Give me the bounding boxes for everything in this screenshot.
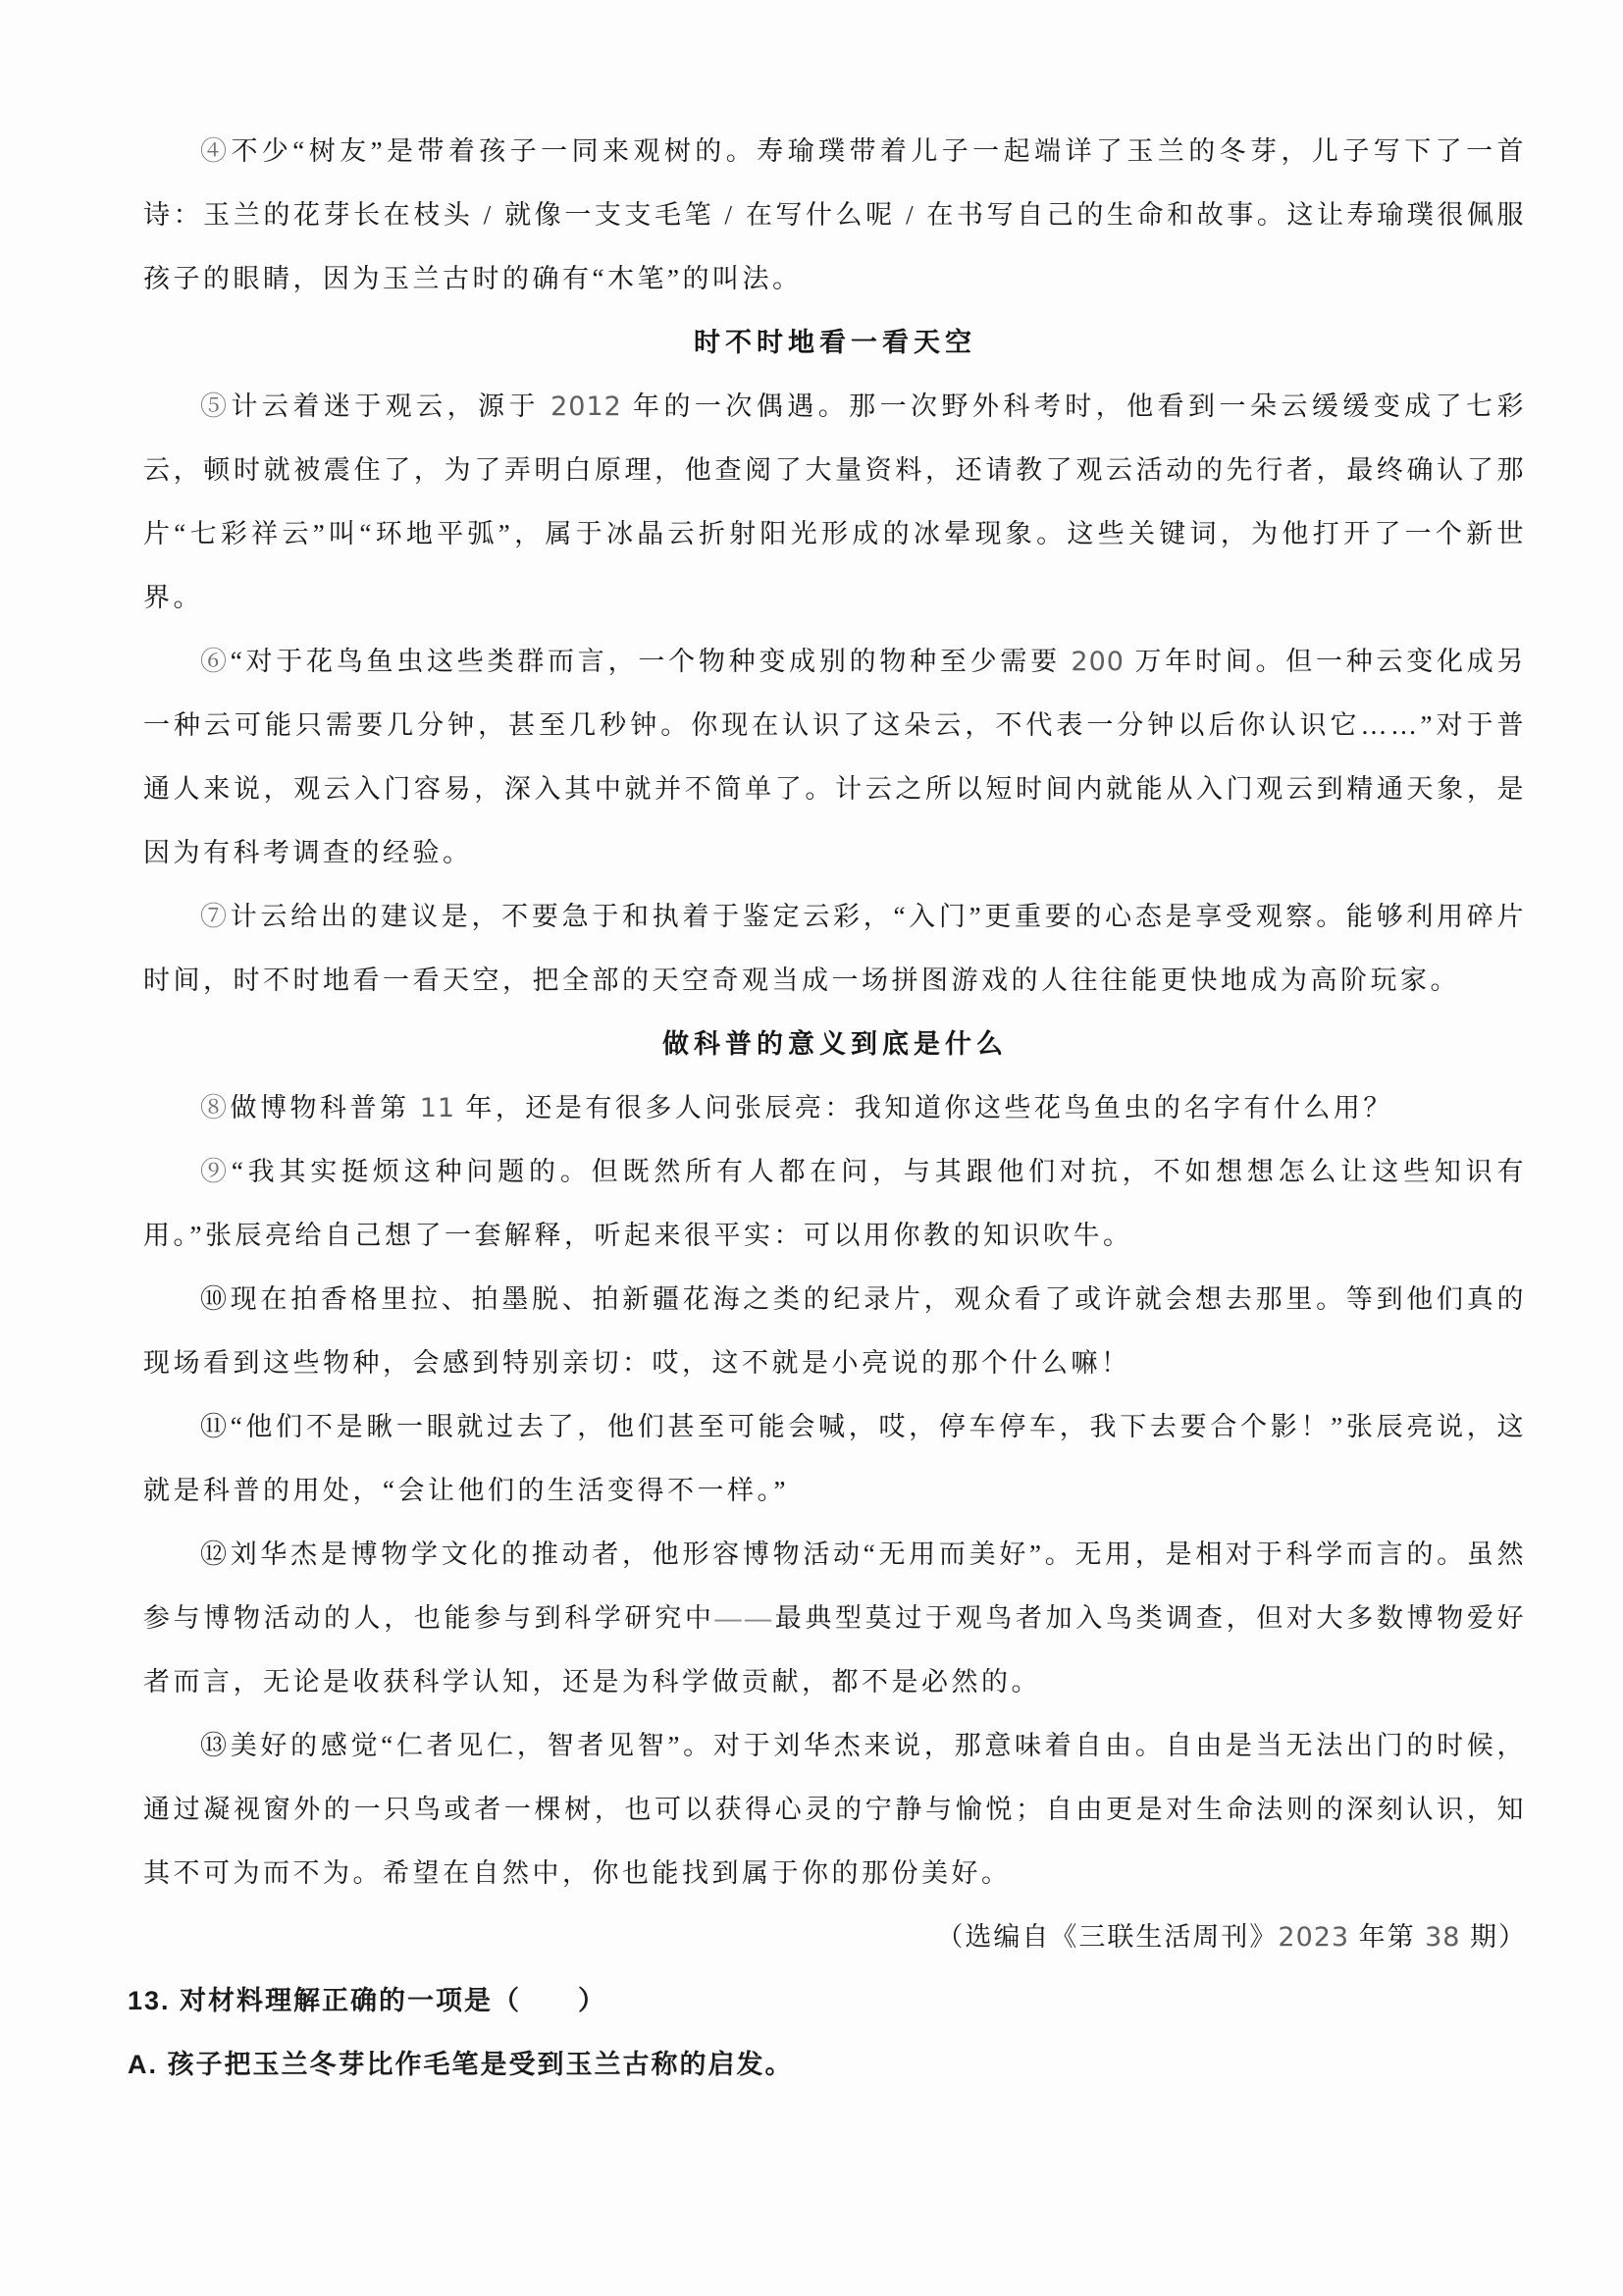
paragraph-5: [143, 375, 1527, 630]
paragraph-11-text: “他们不是瞅一眼就过去了，他们甚至可能会喊，哎，停车停车，我下去要合个影！”张辰亮说，这就是科普的用处，“会让他们的生活变得不一样。”: [143, 1412, 1527, 1505]
question-13: 13. 对材料理解正确的一项是（ ）: [128, 1986, 607, 2015]
paragraph-8-marker: ⑧: [200, 1093, 231, 1122]
paragraph-9-marker: ⑨: [200, 1157, 232, 1186]
year-2012: 2012: [550, 391, 622, 422]
paragraph-12-marker: ⑫: [200, 1539, 231, 1569]
paragraph-8: [143, 1076, 1527, 1140]
issue-38: 38: [1425, 1922, 1461, 1953]
section-heading-watch-the-sky: 时不时地看一看天空: [694, 328, 976, 357]
section-heading-meaning-of-science-popularization: 做科普的意义到底是什么: [662, 1029, 1008, 1059]
paragraph-7: [143, 885, 1527, 1013]
number-11: 11: [419, 1093, 456, 1123]
paragraph-13: [143, 1714, 1527, 1905]
paragraph-9-text: “我其实挺烦这种问题的。但既然所有人都在问，与其跟他们对抗，不如想想怎么让这些知识有用。”张辰亮给自己想了一套解释，听起来很平实：可以用你教的知识吹牛。: [143, 1157, 1528, 1250]
paragraph-13-text: 美好的感觉“仁者见仁，智者见智”。对于刘华杰来说，那意味着自由。自由是当无法出门的时候，通过凝视窗外的一只鸟或者一棵树，也可以获得心灵的宁静与愉悦；自由更是对生命法则的深刻认识，知其不可为而不为。希望在自然中，你也能找到属于你的那份美好。: [143, 1731, 1527, 1888]
source-attribution: [143, 1905, 1527, 1969]
paragraph-7-text: 计云给出的建议是，不要急于和执着于鉴定云彩，“入门”更重要的心态是享受观察。能够利用碎片时间，时不时地看一看天空，把全部的天空奇观当成一场拼图游戏的人往往能更快地成为高阶玩家。: [143, 902, 1527, 995]
paragraph-5-text-b: 年的一次偶遇。那一次野外科考时，他看到一朵云缓缓变成了七彩云，顿时就被震住了，为了弄明白原理，他查阅了大量资料，还请教了观云活动的先行者，最终确认了那片“七彩祥云”叫“环地平弧”，属于冰晶云折射阳光形成的冰晕现象。这些关键词，为他打开了一个新世界。: [143, 391, 1528, 612]
paragraph-8-text-a: 做博物科普第: [230, 1093, 420, 1122]
option-a: A. 孩子把玉兰冬芽比作毛笔是受到玉兰古称的启发。: [128, 2050, 794, 2079]
paragraph-10-marker: ⑩: [200, 1284, 231, 1314]
paragraph-10-text: 现在拍香格里拉、拍墨脱、拍新疆花海之类的纪录片，观众看了或许就会想去那里。等到他们真的现场看到这些物种，会感到特别亲切：哎，这不就是小亮说的那个什么嘛！: [143, 1284, 1527, 1378]
paragraph-11-marker: ⑪: [200, 1412, 231, 1441]
paragraph-4-text: 不少“树友”是带着孩子一同来观树的。寿瑜璞带着儿子一起端详了玉兰的冬芽，儿子写下了一首诗：玉兰的花芽长在枝头 / 就像一支支毛笔 / 在写什么呢 / 在书写自己的生命和故事。这让寿瑜璞很佩服孩子的眼睛，因为玉兰古时的确有“木笔”的叫法。: [143, 136, 1528, 293]
paragraph-6-text-a: “对于花鸟鱼虫这些类群而言，一个物种变成别的物种至少需要: [230, 647, 1072, 676]
paragraph-11: [143, 1395, 1527, 1523]
year-2023: 2023: [1278, 1922, 1350, 1953]
paragraph-13-marker: ⑬: [200, 1731, 231, 1760]
paragraph-4: [143, 120, 1527, 311]
paragraph-6-marker: ⑥: [200, 647, 231, 676]
paragraph-12-text-a: 刘华杰是博物学文化的推动者，他形容博物活动“无用而美好”。无用，是相对于科学而言的。虽然参与博物活动的人，也能参与到科学研究中: [143, 1539, 1527, 1633]
em-dash: ——: [714, 1603, 775, 1633]
paragraph-10: [143, 1268, 1527, 1395]
paragraph-4-marker: ④: [200, 136, 232, 166]
paragraph-7-marker: ⑦: [200, 902, 231, 931]
attribution-text-b: 年第: [1349, 1922, 1426, 1952]
number-200: 200: [1071, 647, 1125, 677]
paragraph-5-text-a: 计云着迷于观云，源于: [231, 391, 551, 421]
attribution-text-c: 期）: [1460, 1922, 1527, 1952]
paragraph-6-text-b: 万年时间。但一种云变化成另一种云可能只需要几分钟，甚至几秒钟。你现在认识了这朵云，不代表一分钟以后你认识它……”对于普通人来说，观云入门容易，深入其中就并不简单了。计云之所以短时间内就能从入门观云到精通天象，是因为有科考调查的经验。: [143, 647, 1528, 867]
paragraph-12: [143, 1523, 1527, 1714]
attribution-text-a: （选编自《三联生活周刊》: [936, 1922, 1279, 1952]
paragraph-8-text-b: 年，还是有很多人问张辰亮：我知道你这些花鸟鱼虫的名字有什么用？: [455, 1093, 1393, 1122]
paragraph-5-marker: ⑤: [200, 391, 232, 421]
paragraph-9: [143, 1140, 1527, 1268]
paragraph-12-text-b: 最典型莫过于观鸟者加入鸟类调查，但对大多数博物爱好者而言，无论是收获科学认知，还是为科学做贡献，都不是必然的。: [143, 1603, 1528, 1696]
paragraph-6: [143, 630, 1527, 885]
